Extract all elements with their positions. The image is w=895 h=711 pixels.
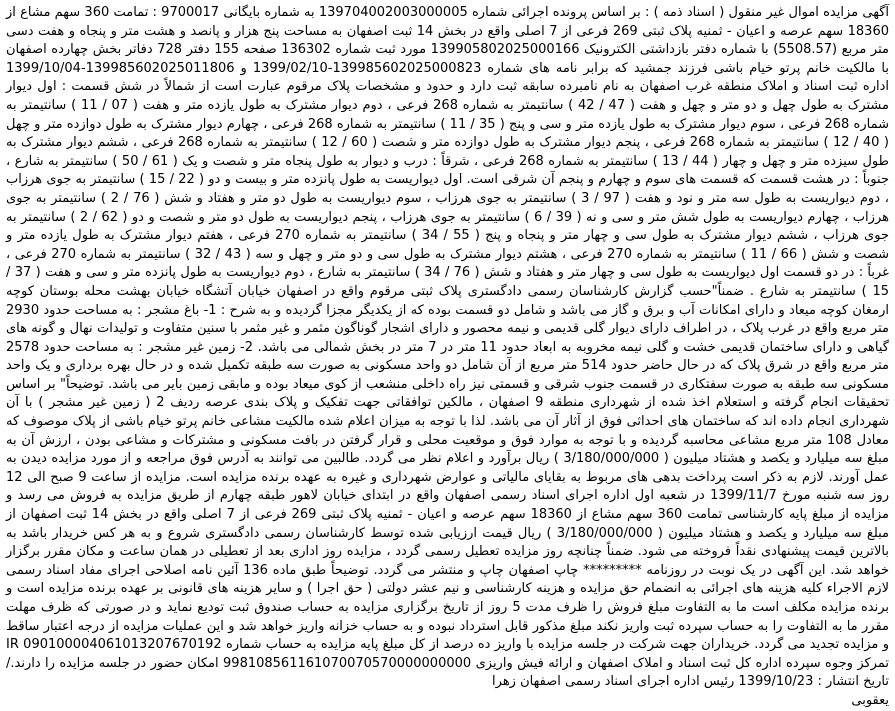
notice-signature: یعقوبی [851, 692, 889, 708]
notice-body: آگهی مزایده اموال غیر منقول ( اسناد ذمه ) : بر اساس پرونده اجرائی شماره 139704002003000005 به شماره بایگانی 9700017 : تمامت 360 سهم مشاع از 18360 سهم عرصه و اعیان - ثمنیه پلاک ثبتی 269 فرعی از 7 اصلی واقع در بخش 14 ثبت اصفهان به مساحت پنج هزار و پانصد و هشت متر و پنجاه و هفت دسی متر مربع (5508.57) با شماره دفتر بازداشتی الکترونیک 139905802025000166 مورد ثبت شماره 136302 صفحه 155 دفتر 728 دفاتر بخش چهارده اصفهان با مالکیت خانم پرتو خیام باشی فرزند جمشید که برابر نامه های شماره 139985602025000823-1399/02/10 و 139985602025011806-1399/10/04 اداره ثبت اسناد و املاک منطقه غرب اصفهان به نام نامبرده سابقه ثبت دارد و حدود و مشخصات پلاک مرقوم عبارت است از شمالاً در شش قسمت : اول دیوار مشترک به طول چهل و دو متر و چهل و هفت ( 47 / 42 ) سانتیمتر به شماره 268 فرعی ، دوم دیوار مشترک به طول یازده متر و هفت ( 07 / 11 ) سانتیمتر به شماره 268 فرعی ، سوم دیوار مشترک به طول یازده متر و سی و پنج ( 35 / 11 ) سانتیمتر به شماره 268 فرعی ، چهارم دیوار مشترک به طول دوازده متر و چهل ( 40 / 12 ) سانتیمتر به شماره 268 فرعی ، پنجم دیوار مشترک به طول دوازده متر و شصت ( 60 / 12 ) سانتیمتر به شماره 268 فرعی ، ششم دیوار مشترک به طول سیزده متر و چهل و چهار ( 44 / 13 ) سانتیمتر به شماره 268 فرعی ، شرقاً : درب و دیوار به طول پنجاه متر و شصت و یک ( 61 / 50 ) سانتیمتر به شارع ، جنوباً : در هشت قسمت که قسمت های سوم و چهارم و پنجم آن شرقی است. اول دیواریست به طول پانزده متر و بیست و دو ( 22 / 15 ) سانتیمتر به جوی هرزاب ، دوم دیواریست به طول سه متر و نود و هفت ( 97 / 3 ) سانتیمتر به جوی هرزاب ، سوم دیواریست به طول دو متر و هفتاد و شش ( 76 / 2 ) سانتیمتر به جوی هرزاب ، چهارم دیواریست به طول شش متر و سی و نه ( 39 / 6 ) سانتیمتر به جوی هرزاب ، پنجم دیواریست به طول دو متر و شصت و دو ( 62 / 2 ) سانتیمتر به جوی هرزاب ، ششم دیوار مشترک به طول سی و چهار متر و پنجاه و پنج ( 55 / 34 ) سانتیمتر به شماره 270 فرعی ، هفتم دیوار مشترک به طول یازده متر و شصت و شش ( 66 / 11 ) سانتیمتر به شماره 270 فرعی ، هشتم دیوار مشترک به طول سی و دو متر و چهل و سه ( 43 / 32 ) سانتیمتر به شماره 270 فرعی ، غرباً : در دو قسمت اول دیواریست به طول سی و چهار متر و هفتاد و شش ( 76 / 34 ) سانتیمتر به شارع ، دوم دیواریست به طول پانزده متر و سی و هفت ( 37 / 15 ) سانتیمتر به شارع . ضمناً"حسب گزارش کارشناسان رسمی دادگستری پلاک ثبتی مرقوم واقع در اصفهان خیابان آتشگاه خیابان بهشت محله بوستان کوچه ارمغان کوچه میعاد و دارای امکانات آب و برق و گاز می باشد و شامل دو قسمت بوده که از یکدیگر مجزا گردیده و به شرح : 1- باغ مشجر : به مساحت حدود 2930 متر مربع واقع در غرب پلاک ، در اطراف دارای دیوار گلی قدیمی و نیمه محصور و دارای اشجار گوناگون مثمر و غیر مثمر با سنین متفاوت و تولیدات نهال و گونه های گیاهی و دارای ساختمان قدیمی خشت و گلی نیمه مخروبه به ابعاد حدود 11 متر در 7 متر در بخش شمالی می باشد. 2- زمین غیر مشجر : به مساحت حدود 2578 متر مربع واقع در شرق پلاک که در حال حاضر حدود 514 متر مربع از آن شامل دو واحد مسکونی به صورت سه طبقه تکمیل شده و در حال بهره برداری و یک واحد مسکونی سه طبقه به صورت سفتکاری در قسمت جنوب شرقی و قسمتی نیز راه داخلی منشعب از کوی میعاد بوده و مابقی زمین بایر می باشد. توضیحاً" بر اساس تحقیقات انجام گرفته و استعلام اخذ شده از شهرداری منطقه 9 اصفهان ، مالکین توافقاتی جهت تفکیک و پلاک بندی عرصه ردیف 2 ( زمین غیر مشجر ) با آن شهرداری انجام داده اند که ساختمان های احداثی فوق از آثار آن می باشد. لذا با توجه به میزان اعلام شده مالکیت مشاعی خانم پرتو خیام باشی از پلاک موصوف که معادل 108 متر مربع مشاعی محاسبه گردیده و با توجه به موارد فوق و موقعیت محلی و قرار گرفتن در بافت مسکونی و مشترکات و مشاعی بودن ، ارزش آن به مبلغ سه میلیارد و یکصد و هشتاد میلیون ( 3/180/000/000 ) ریال برآورد و اعلام نظر می گردد. طالبین می توانند به آدرس فوق مراجعه و از مورد مزایده دیدن به عمل آورند. لازم به ذکر است پرداخت بدهی های مربوط به بقایای مالیاتی و عوارض شهرداری و غیره به عهده برنده مزایده است. مزایده از ساعت 9 صبح الی 12 روز سه شنبه مورخ 1399/11/7 در شعبه اول اداره اجرای اسناد رسمی اصفهان واقع در ابتدای خیابان لاهور طبقه چهارم از طریق مزایده به فروش می رسد و مزایده از مبلغ پایه کارشناسی تمامت 360 سهم مشاع از 18360 سهم عرصه و اعیان - ثمنیه پلاک ثبتی 269 فرعی از 7 اصلی واقع در بخش 14 ثبت اصفهان از مبلغ سه میلیارد و یکصد و هشتاد میلیون ( 3/180/000/000 ) ریال قیمت ارزیابی شده توسط کارشناسان رسمی دادگستری شروع و به هر کس خریدار باشد به بالاترین قیمت پیشنهادی نقداً فروخته می شود. ضمناً چنانچه روز مزایده تعطیل رسمی گردد ، مزایده روز اداری بعد از تعطیلی در همان ساعت و مکان مقرر برگزار خواهد شد. این آگهی در یک نوبت در روزنامه ********* چاپ اصفهان چاپ و منتشر می گردد. توضیحاً طبق ماده 136 آئین نامه اصلاحی اجرای مفاد اسناد رسمی لازم الاجراء کلیه هزینه های اجرائی به انضمام حق مزایده و هزینه کارشناسی و نیم عشر دولتی ( حق اجرا ) و سایر هزینه های قانونی بر عهده برنده مزایده است و برنده مزایده مکلف است ما به التفاوت مبلغ فروش را ظرف مدت 5 روز از تاریخ برگزاری مزایده به حساب صندوق ثبت تودیع نماید و در صورتی که ظرف مهلت مقرر ما به التفاوت را به حساب سپرده ثبت واریز نکند مبلغ مذکور قابل استرداد نبوده و به حساب خزانه واریز خواهد شد و این عملیات مزایده از درجه اعتبار ساقط و مزایده تجدید می گردد. خریداران جهت شرکت در جلسه مزایده با واریز ده درصد از کل مبلغ پایه مزایده به حساب شماره IR 090100004061013207670192 تمرکز وجوه سپرده اداره کل ثبت اسناد و املاک اصفهان و ارائه فیش واریزی 998108561161070070570000000000 امکان حضور در جلسه مزایده را دارند./ تاریخ انتشار : 1399/10/23 رئیس اداره اجرای اسناد رسمی اصفهان زهرا [6, 5, 890, 690]
